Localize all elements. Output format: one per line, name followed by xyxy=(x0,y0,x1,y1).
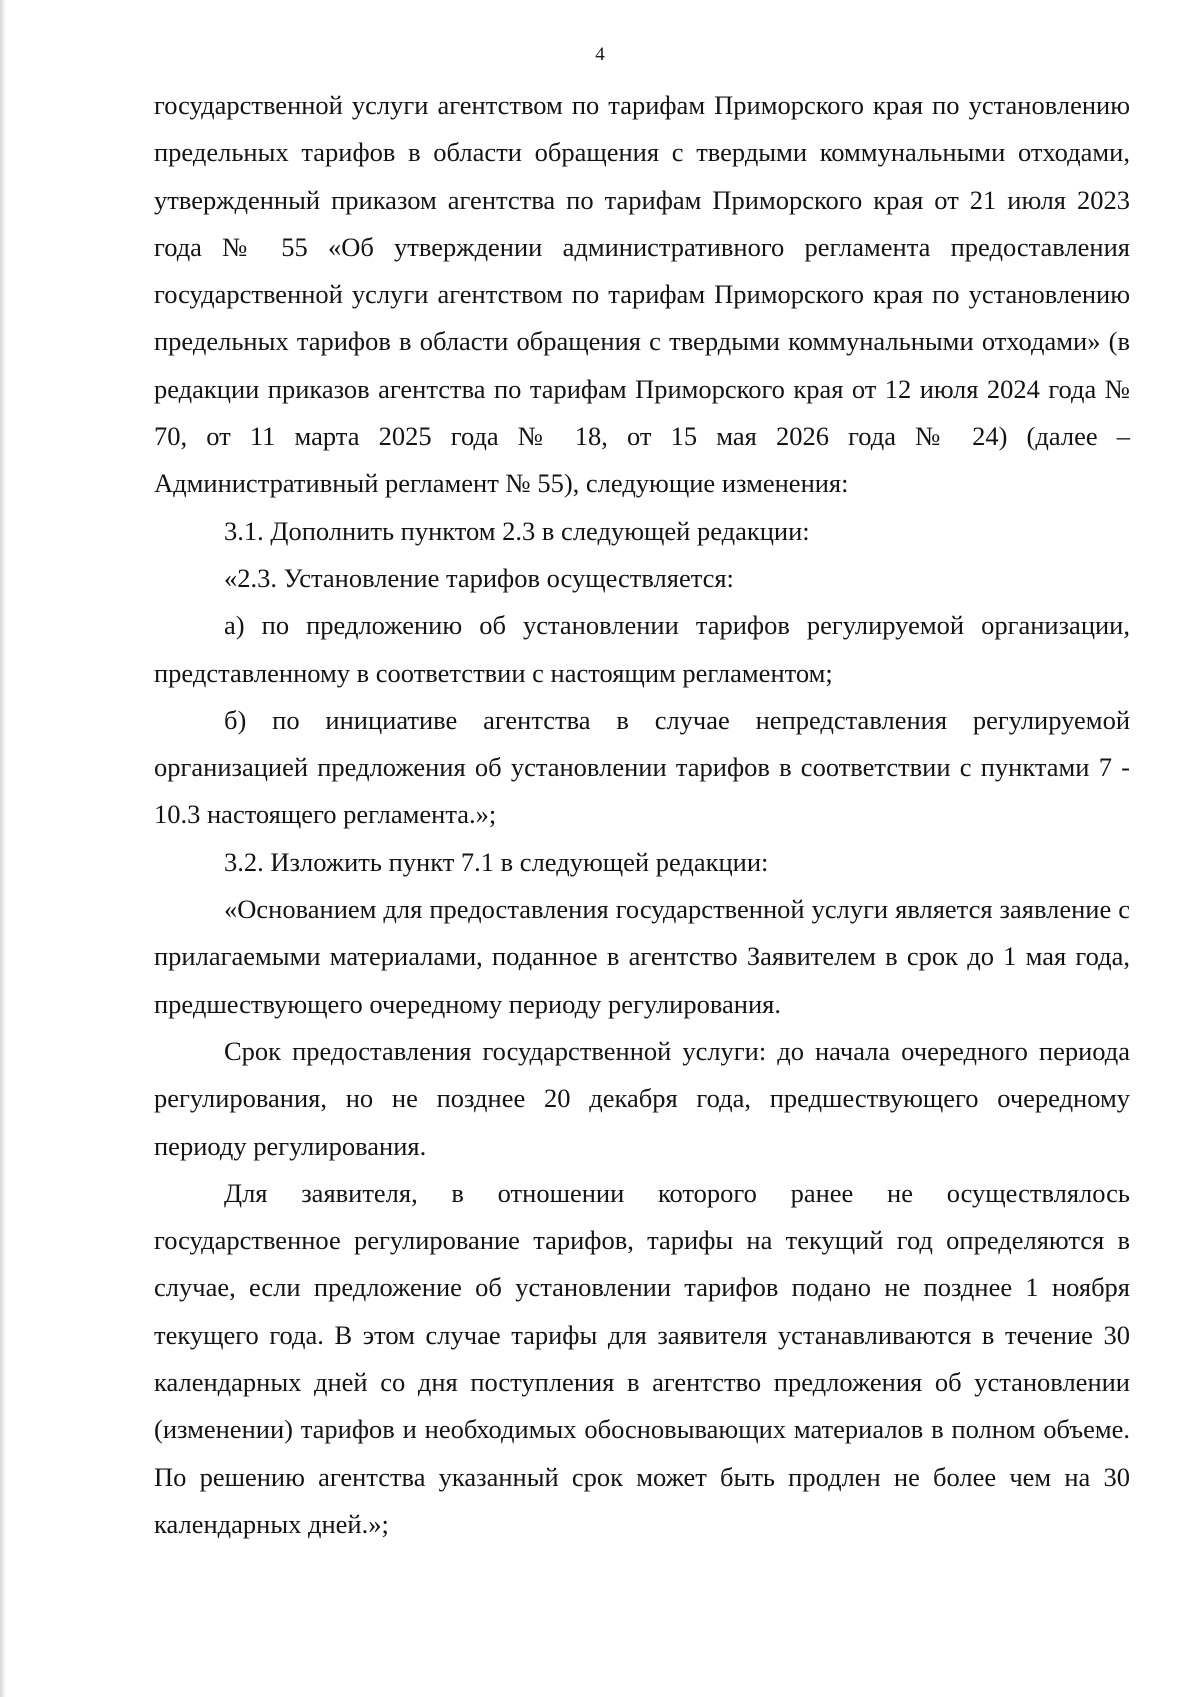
scan-edge-shadow xyxy=(0,0,6,1697)
paragraph-item-3-2: 3.2. Изложить пункт 7.1 в следующей редакции: xyxy=(224,846,769,877)
paragraph-item-2-3: «2.3. Установление тарифов осуществляется: xyxy=(224,562,734,593)
paragraph-term: Срок предоставления государственной услуги: до начала очередного периода регулирования, но не позднее 20 декабря года, предшествующего очередному периоду регулирования. xyxy=(154,1035,1130,1161)
paragraph-item-a: а) по предложению об установлении тарифов регулируемой организации, представленному в соответствии с настоящим регламентом; xyxy=(154,610,1130,688)
paragraph-continuation: государственной услуги агентством по тарифам Приморского края по установлению предельных тарифов в области обращения с твердыми коммунальными отходами, утвержденный приказом агентства по тарифам Приморского края от 21 июля 2023 года № 55 «Об утверждении административного регламента предоставления государственной услуги агентством по тарифам Приморского края по установлению предельных тарифов в области обращения с твердыми коммунальными отходами» (в редакции приказов агентства по тарифам Приморского края от 12 июля 2024 года № 70, от 11 марта 2025 года № 18, от 15 мая 2026 года № 24) (далее – Административный регламент № 55), следующие изменения: xyxy=(154,90,1130,499)
paragraph-item-3-1: 3.1. Дополнить пунктом 2.3 в следующей редакции: xyxy=(224,515,810,546)
page-number: 4 xyxy=(595,44,605,65)
paragraph-item-b: б) по инициативе агентства в случае непредставления регулируемой организацией предложения об установлении тарифов в соответствии с пунктами 7 - 10.3 настоящего регламента.»; xyxy=(154,704,1130,830)
paragraph-basis: «Основанием для предоставления государственной услуги является заявление с прилагаемыми материалами, поданное в агентство Заявителем в срок до 1 мая года, предшествующего очередному периоду регулирования. xyxy=(154,894,1130,1019)
paragraph-new-applicant: Для заявителя, в отношении которого ранее не осуществлялось государственное регулирование тарифов, тарифы на текущий год определяются в случае, если предложение об установлении тарифов подано не позднее 1 ноября текущего года. В этом случае тарифы для заявителя устанавливаются в течение 30 календарных дней со дня поступления в агентство предложения об установлении (изменении) тарифов и необходимых обосновывающих материалов в полном объеме. По решению агентства указанный срок может быть продлен не более чем на 30 календарных дней.»; xyxy=(154,1177,1130,1539)
document-body xyxy=(154,82,1130,1548)
